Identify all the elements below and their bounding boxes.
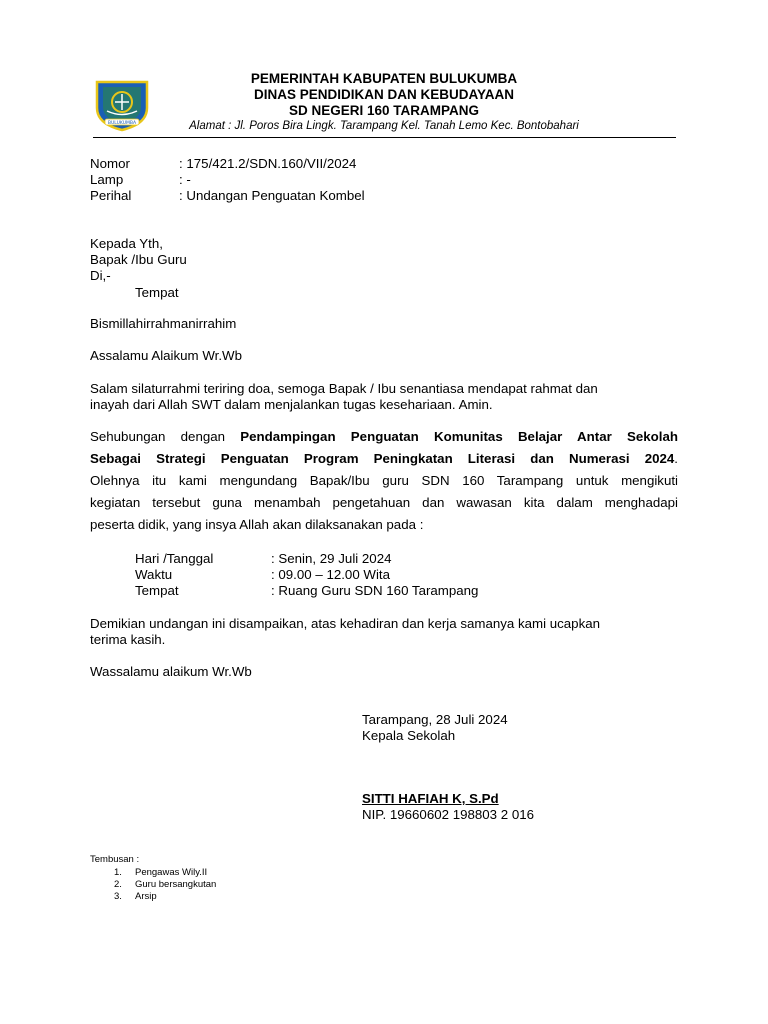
signature-position: Kepala Sekolah [362, 728, 456, 743]
schedule-day-value: : Senin, 29 Juli 2024 [271, 551, 392, 566]
signature-place-date: Tarampang, 28 Juli 2024 [362, 712, 508, 727]
body-line-2: Sebagai Strategi Penguatan Program Peningkatan Literasi dan Numerasi 2024. [90, 451, 678, 466]
logo-text: BULUKUMBA [107, 121, 137, 126]
recipient-line-2: Bapak /Ibu Guru [90, 252, 187, 267]
schedule-day-label: Hari /Tanggal [135, 551, 214, 566]
schedule-time-label: Waktu [135, 567, 173, 582]
cc-item-number: 2. [114, 879, 122, 890]
letterhead-line-1: PEMERINTAH KABUPATEN BULUKUMBA [250, 71, 518, 86]
closing-paragraph-line-2: terima kasih. [90, 632, 166, 647]
closing-salam: Wassalamu alaikum Wr.Wb [90, 664, 252, 679]
letterhead-line-2: DINAS PENDIDIKAN DAN KEBUDAYAAN [253, 87, 515, 102]
cc-item-number: 1. [114, 867, 122, 878]
recipient-line-3: Di,- [90, 268, 111, 283]
schedule-time-value: : 09.00 – 12.00 Wita [271, 567, 391, 582]
nomor-value: : 175/421.2/SDN.160/VII/2024 [179, 156, 357, 171]
regency-logo [93, 78, 151, 132]
cc-title: Tembusan : [90, 854, 140, 865]
cc-item: Arsip [135, 891, 157, 902]
body-line-5: peserta didik, yang insya Allah akan dilaksanakan pada : [90, 517, 424, 532]
closing-paragraph-line-1: Demikian undangan ini disampaikan, atas kehadiran dan kerja samanya kami ucapkan [90, 616, 601, 631]
letterhead-line-3: SD NEGERI 160 TARAMPANG [288, 103, 480, 118]
lamp-value: : - [179, 172, 191, 187]
recipient-line-4: Tempat [135, 285, 179, 300]
letterhead-address: Alamat : Jl. Poros Bira Lingk. Tarampang Kel. Tanah Lemo Kec. Bontobahari [189, 120, 579, 132]
basmalah: Bismillahirrahmanirrahim [90, 316, 237, 331]
body-line-4: kegiatan tersebut guna menambah pengetahuan dan wawasan kita dalam menghadapi [90, 495, 678, 510]
recipient-line-1: Kepada Yth, [90, 236, 163, 251]
signature-name: SITTI HAFIAH K, S.Pd [362, 791, 499, 806]
letterhead-divider [93, 137, 676, 138]
cc-item: Guru bersangkutan [135, 879, 217, 890]
nomor-label: Nomor [90, 156, 130, 171]
opening-paragraph-line-1: Salam silaturrahmi teriring doa, semoga Bapak / Ibu senantiasa mendapat rahmat dan [90, 381, 598, 396]
opening-paragraph-line-2: inayah dari Allah SWT dalam menjalankan tugas kesehariaan. Amin. [90, 397, 493, 412]
schedule-place-value: : Ruang Guru SDN 160 Tarampang [271, 583, 479, 598]
cc-item-number: 3. [114, 891, 122, 902]
lamp-label: Lamp [90, 172, 124, 187]
schedule-place-label: Tempat [135, 583, 179, 598]
perihal-label: Perihal [90, 188, 132, 203]
opening-salam: Assalamu Alaikum Wr.Wb [90, 348, 242, 363]
signature-nip: NIP. 19660602 198803 2 016 [362, 807, 535, 822]
perihal-value: : Undangan Penguatan Kombel [179, 188, 365, 203]
cc-item: Pengawas Wily.II [135, 867, 208, 878]
body-line-1: Sehubungan dengan Pendampingan Penguatan Komunitas Belajar Antar Sekolah [90, 429, 678, 444]
body-line-3: Olehnya itu kami mengundang Bapak/Ibu guru SDN 160 Tarampang untuk mengikuti [90, 473, 678, 488]
